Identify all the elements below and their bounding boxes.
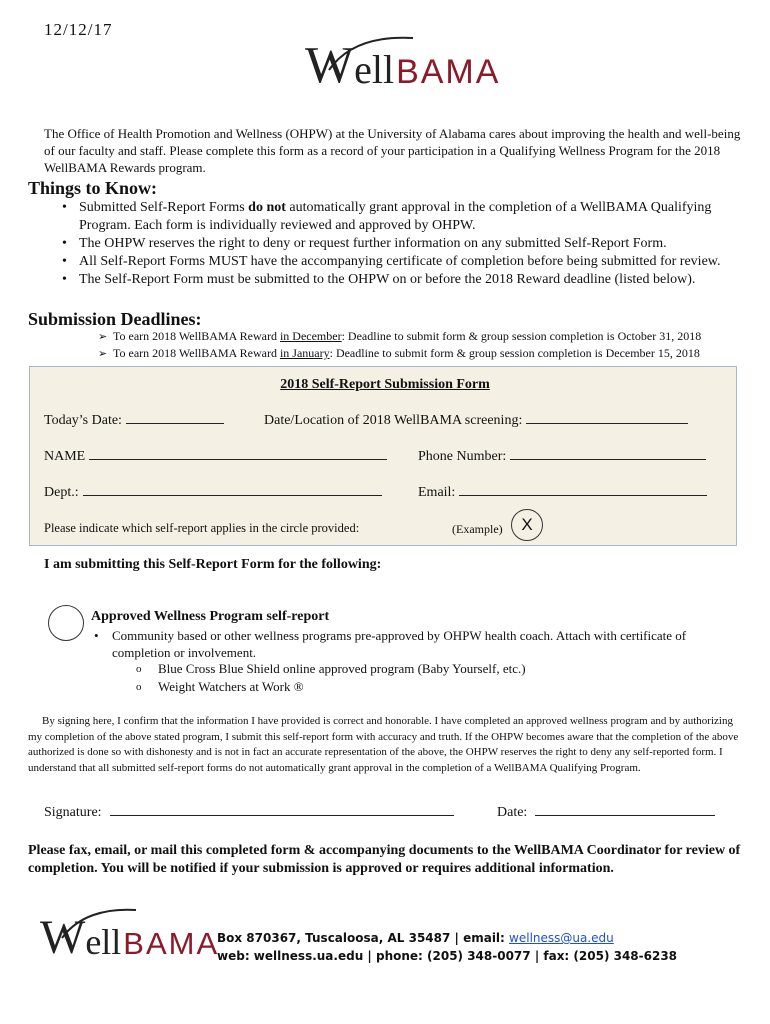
list-item: • All Self-Report Forms MUST have the accompanying certificate of completion before being submitted for review. [60,253,750,271]
phone-field[interactable]: Phone Number: [418,449,706,465]
fax-instructions: Please fax, email, or mail this completed form & accompanying documents to the WellBAMA Coordinator for review of completion. You will be notified if your submission is approved or requires additional information. [28,843,741,876]
submission-deadlines-heading: Submission Deadlines: [28,309,202,329]
footer-address: Box 870367, Tuscaloosa, AL 35487 | email: [217,931,510,945]
logo-swoosh-icon [327,34,417,74]
todays-date-field[interactable]: Today’s Date: [44,413,224,429]
name-field[interactable]: NAME [44,449,387,465]
list-item: o Weight Watchers at Work ® [130,678,526,696]
logo-ell: ell [85,922,122,962]
example-label: (Example) [452,522,503,536]
example-circle: X [511,509,543,541]
logo-swoosh-icon [60,906,140,942]
list-item: • Community based or other wellness programs pre-approved by OHPW health coach. Attach with certificate of completion or involvement. [92,627,732,661]
things-to-know-heading: Things to Know: [28,178,158,198]
submitting-heading: I am submitting this Self-Report Form for the following: [44,557,382,572]
footer-web-phone: web: wellness.ua.edu | phone: (205) 348-0077 | fax: (205) 348-6238 [217,949,678,963]
logo-bama: BAMA [396,53,501,91]
list-item: • Submitted Self-Report Forms do not automatically grant approval in the completion of a WellBAMA Qualifying Program. Each form is individually reviewed and approved by OHPW. [60,199,750,235]
things-to-know-list [60,199,750,289]
signature-field[interactable]: Signature: [44,805,454,821]
list-item: o Blue Cross Blue Shield online approved program (Baby Yourself, etc.) [130,660,526,678]
list-item: ➢ To earn 2018 WellBAMA Reward in December: Deadline to submit form & group session completion is October 31, 2018 [98,328,701,345]
approved-program-heading: Approved Wellness Program self-report [91,609,330,624]
footer-contact [217,929,677,965]
intro-paragraph: The Office of Health Promotion and Wellness (OHPW) at the University of Alabama cares about improving the health and well-being of our faculty and staff. Please complete this form as a record of your participation in a Qualifying Wellness Program for the 2018 WellBAMA Rewards program. [44,126,741,175]
consent-paragraph: By signing here, I confirm that the information I have provided is correct and honorable. I have completed an approved wellness program and by authorizing my completion of the above stated program, I submit this self-report form with accuracy and truth. If the OHPW becomes aware that the completion of the above authorized is done so with dishonesty and is not in fact an accurate representation of the above, the OHPW reserves the right to deny any self-reported form. I understand that all submitted self-report forms do not automatically grant approval in the completion of a WellBAMA Qualifying Program. [28,715,739,774]
approved-program-checkbox[interactable] [48,605,84,641]
logo-bama: BAMA [123,926,220,961]
deadlines-list [98,328,701,362]
wellbama-logo [305,37,501,94]
indicate-instruction: Please indicate which self-report applies in the circle provided: [44,521,360,535]
approved-program-list [92,627,732,661]
document-date: 12/12/17 [44,20,113,39]
form-title: 2018 Self-Report Submission Form [280,377,490,392]
logo-ell: ell [354,47,395,92]
wellbama-footer-logo [40,911,220,964]
signature-date-field[interactable]: Date: [497,805,715,821]
dept-field[interactable]: Dept.: [44,485,382,501]
list-item: • The OHPW reserves the right to deny or request further information on any submitted Self-Report Form. [60,235,750,253]
approved-program-sublist [130,660,526,696]
screening-field[interactable]: Date/Location of 2018 WellBAMA screening: [264,413,688,429]
logo-w: W [305,37,355,94]
email-link[interactable]: wellness@ua.edu [509,931,614,945]
list-item: ➢ To earn 2018 WellBAMA Reward in January: Deadline to submit form & group session completion is December 15, 2018 [98,345,701,362]
logo-w: W [40,911,86,964]
list-item: • The Self-Report Form must be submitted to the OHPW on or before the 2018 Reward deadline (listed below). [60,271,750,289]
email-field[interactable]: Email: [418,485,707,501]
